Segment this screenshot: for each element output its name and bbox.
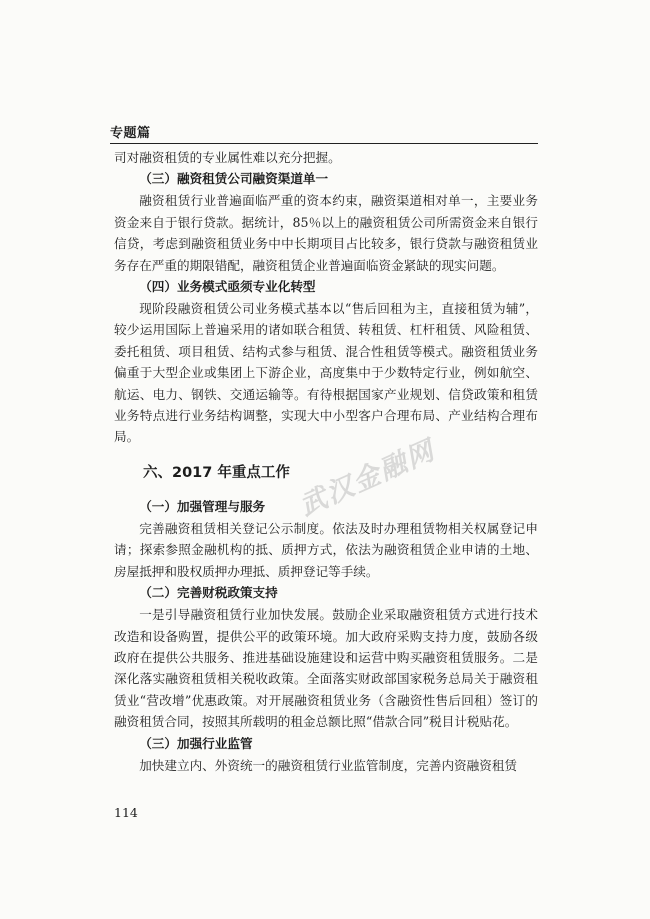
section-title: 六、2017 年重点工作: [143, 464, 290, 481]
subheading-1: （一）加强管理与服务: [139, 498, 266, 514]
header-rule: [110, 143, 538, 144]
body-text: [114, 147, 538, 776]
paragraph-management: 完善融资租赁相关登记公示制度。依法及时办理租赁物相关权属登记申请；探索参照金融机构的抵、质押方式，依法为融资租赁企业申请的土地、房屋抵押和股权质押办理抵、质押登记等手续。: [114, 520, 538, 579]
paragraph-fiscal-policy: 一是引导融资租赁行业加快发展。鼓励企业采取融资租赁方式进行技术改造和设备购置，提供公平的政策环境。加大政府采购支持力度，鼓励各级政府在提供公共服务、推进基础设施建设和运营中购买融资租赁服务。二是深化落实融资租赁相关税收政策。全面落实财政部国家税务总局关于融资租赁业“营改增”优惠政策。对开展融资租赁业务（含融资性售后回租）签订的融资租赁合同，按照其所载明的租金总额比照“借款合同”税目计税贴花。: [114, 607, 538, 730]
subheading-4: （四）业务模式亟须专业化转型: [139, 279, 316, 295]
watermark-logo: 武汉金融网: [294, 434, 441, 523]
paragraph-supervision: 加快建立内、外资统一的融资租赁行业监管制度，完善内资融资租赁: [139, 757, 517, 773]
paragraph-business-model: 现阶段融资租赁公司业务模式基本以“售后回租为主，直接租赁为辅”，较少运用国际上普遍采用的诸如联合租赁、转租赁、杠杆租赁、风险租赁、委托租赁、项目租赁、结构式参与租赁、混合性租赁等模式。融资租赁业务偏重于大型企业或集团上下游企业，高度集中于少数特定行业，例如航空、航运、电力、钢铁、交通运输等。有待根据国家产业规划、信贷政策和租赁业务特点进行业务结构调整，实现大中小型客户合理布局、产业结构合理布局。: [114, 301, 538, 445]
paragraph-financing-channels: 融资租赁行业普遍面临严重的资本约束，融资渠道相对单一，主要业务资金来自于银行贷款。据统计，85％以上的融资租赁公司所需资金来自银行信贷，考虑到融资租赁业务中中长期项目占比较多，银行贷款与融资租赁业务存在严重的期限错配，融资租赁企业普遍面临资金紧缺的现实问题。: [114, 193, 538, 273]
subheading-3b: （三）加强行业监管: [139, 735, 253, 751]
page-number: 114: [114, 805, 138, 820]
paragraph-continuation: 司对融资租赁的专业属性难以充分把握。: [114, 150, 341, 165]
subheading-3: （三）融资租赁公司融资渠道单一: [139, 171, 329, 187]
running-header: 专题篇: [110, 126, 151, 141]
subheading-2: （二）完善财税政策支持: [139, 585, 278, 601]
